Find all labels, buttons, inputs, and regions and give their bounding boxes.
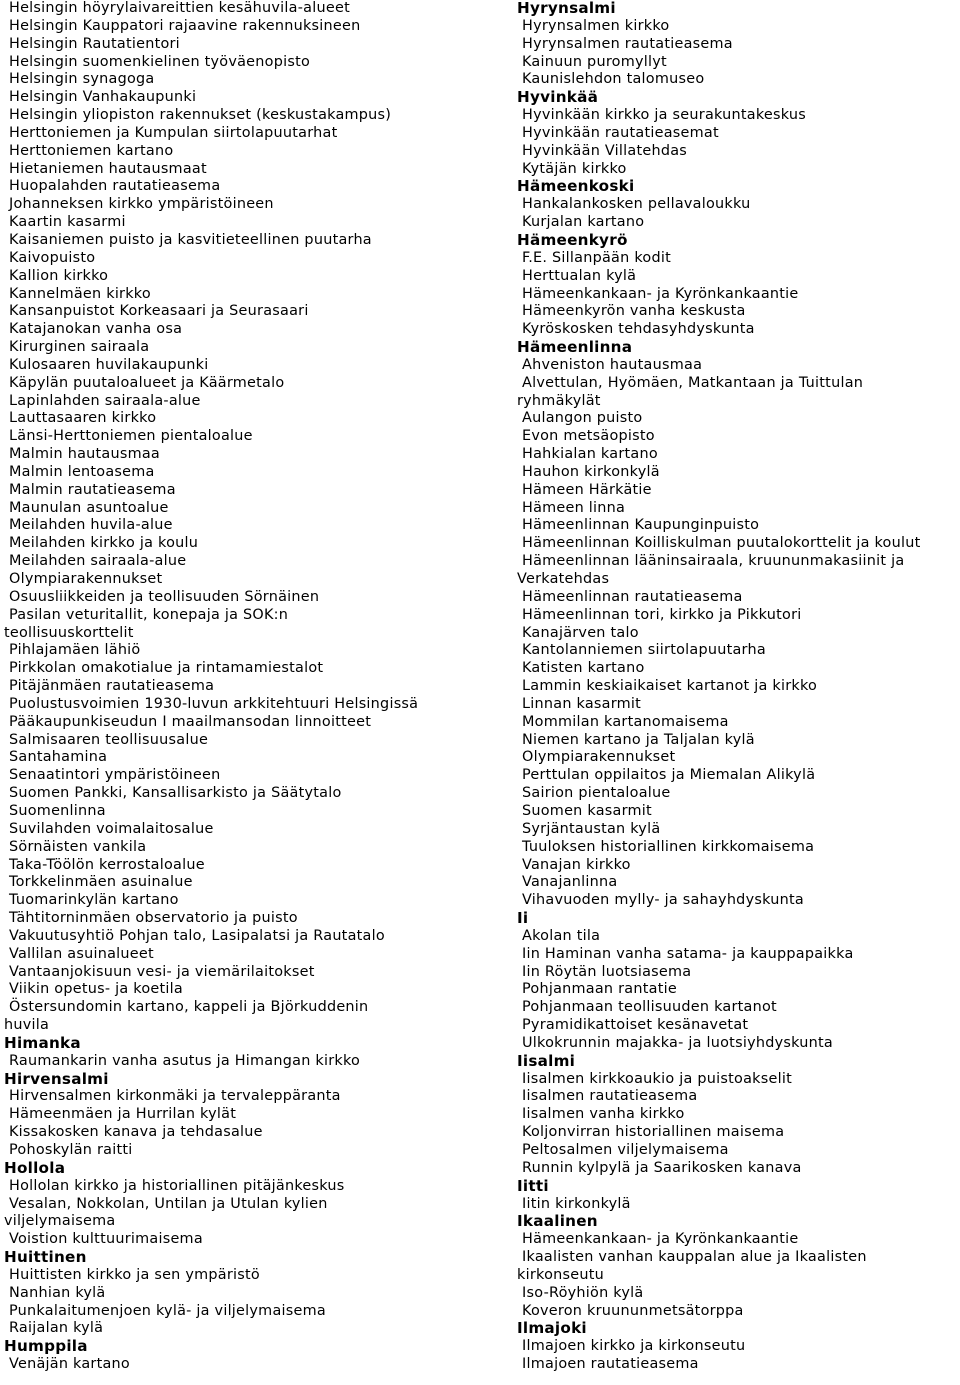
list-item: Koljonvirran historiallinen maisema bbox=[522, 1124, 785, 1141]
list-item: Kaisaniemen puisto ja kasvitieteellinen puutarha bbox=[9, 231, 372, 248]
municipality-heading: Hämeenkyrö bbox=[517, 230, 628, 249]
municipality-heading: Himanka bbox=[4, 1033, 81, 1052]
municipality-heading: Iisalmi bbox=[517, 1051, 576, 1070]
left-column bbox=[4, 0, 510, 1374]
list-item: Kurjalan kartano bbox=[522, 214, 645, 231]
list-item: Raumankarin vanha asutus ja Himangan kirkko bbox=[9, 1052, 361, 1069]
list-item: Kanajärven talo bbox=[522, 624, 639, 641]
municipality-heading: Ikaalinen bbox=[517, 1212, 598, 1231]
list-item: Pihlajamäen lähiö bbox=[9, 642, 141, 659]
list-item: Vanajanlinna bbox=[522, 874, 618, 891]
list-item: Puolustusvoimien 1930-luvun arkkitehtuuri Helsingissä bbox=[9, 695, 419, 712]
list-item: Meilahden sairaala-alue bbox=[9, 553, 187, 570]
list-item: Hämeenlinnan tori, kirkko ja Pikkutori bbox=[522, 606, 802, 623]
list-item: Tuomarinkylän kartano bbox=[9, 892, 179, 909]
list-item: Runnin kylpylä ja Saarikosken kanava bbox=[522, 1159, 802, 1176]
list-item: Helsingin Vanhakaupunki bbox=[9, 89, 197, 106]
list-item: Mommilan kartanomaisema bbox=[522, 713, 729, 730]
list-item: Raijalan kylä bbox=[9, 1320, 104, 1337]
list-item: Hyrynsalmen rautatieasema bbox=[522, 35, 733, 52]
list-item: Hyvinkään rautatieasemat bbox=[522, 124, 719, 141]
list-item: Iisalmen vanha kirkko bbox=[522, 1106, 685, 1123]
list-item: Vesalan, Nokkolan, Untilan ja Utulan kylien bbox=[9, 1195, 328, 1212]
municipality-heading: Ilmajoki bbox=[517, 1319, 587, 1338]
list-item: Hämeenkankaan- ja Kyrönkankaantie bbox=[522, 1231, 799, 1248]
municipality-heading: Hollola bbox=[4, 1158, 66, 1177]
list-item: Salmisaaren teollisuusalue bbox=[9, 731, 209, 748]
list-item: Koveron kruununmetsätorppa bbox=[522, 1302, 744, 1319]
list-item: Malmin lentoasema bbox=[9, 463, 155, 480]
list-item: Hämeenlinnan rautatieasema bbox=[522, 588, 743, 605]
list-item: Olympiarakennukset bbox=[9, 571, 163, 587]
list-item: Lammin keskiaikaiset kartanot ja kirkko bbox=[522, 678, 818, 695]
list-item-continuation: ryhmäkylät bbox=[517, 392, 601, 409]
list-item: Iin Haminan vanha satama- ja kauppapaikka bbox=[522, 945, 854, 962]
list-item: Helsingin yliopiston rakennukset (keskustakampus) bbox=[9, 107, 392, 124]
list-item: Huittisten kirkko ja sen ympäristö bbox=[9, 1266, 260, 1283]
list-item: Hyvinkään kirkko ja seurakuntakeskus bbox=[522, 107, 807, 124]
list-item: Pirkkolan omakotialue ja rintamamiestalot bbox=[9, 660, 324, 677]
list-item: Pohoskylän raitti bbox=[9, 1142, 133, 1158]
list-item: F.E. Sillanpään kodit bbox=[522, 249, 671, 266]
list-item: Helsingin Rautatientori bbox=[9, 35, 180, 52]
list-item: Viikin opetus- ja koetila bbox=[9, 981, 183, 998]
list-item: Vihavuoden mylly- ja sahayhdyskunta bbox=[522, 892, 804, 909]
list-item: Hämeenlinnan lääninsairaala, kruununmakasiinit ja bbox=[522, 553, 905, 570]
right-column bbox=[517, 0, 960, 1374]
list-item: Venäjän kartano bbox=[9, 1356, 130, 1373]
list-item: Punkalaitumenjoen kylä- ja viljelymaisema bbox=[9, 1302, 326, 1319]
list-item: Helsingin suomenkielinen työväenopisto bbox=[9, 53, 311, 70]
list-item: Hyrynsalmen kirkko bbox=[522, 17, 670, 34]
list-item: Peltosalmen viljelymaisema bbox=[522, 1142, 729, 1158]
list-item: Vantaanjokisuun vesi- ja viemärilaitokset bbox=[9, 963, 315, 980]
list-item: Sörnäisten vankila bbox=[9, 838, 147, 855]
list-item: Käpylän puutaloalueet ja Käärmetalo bbox=[9, 374, 285, 391]
list-item: Hämeenlinnan Koilliskulman puutalokorttelit ja koulut bbox=[522, 535, 921, 552]
list-item: Iisalmen rautatieasema bbox=[522, 1088, 698, 1105]
list-item: Osuusliikkeiden ja teollisuuden Sörnäinen bbox=[9, 588, 320, 605]
list-item: Herttoniemen ja Kumpulan siirtolapuutarhat bbox=[9, 124, 338, 141]
list-item: Syrjäntaustan kylä bbox=[522, 820, 661, 837]
list-item: Katajanokan vanha osa bbox=[9, 321, 183, 338]
list-item: Hankalankosken pellavaloukku bbox=[522, 196, 751, 213]
list-item: Pyramidikattoiset kesänavetat bbox=[522, 1017, 749, 1034]
list-item: Taka-Töölön kerrostaloalue bbox=[9, 856, 205, 873]
list-item: Alvettulan, Hyömäen, Matkantaan ja Tuittulan bbox=[522, 374, 864, 391]
list-item: Tuuloksen historiallinen kirkkomaisema bbox=[522, 838, 815, 855]
list-item: Perttulan oppilaitos ja Miemalan Alikylä bbox=[522, 767, 816, 784]
list-item: Herttoniemen kartano bbox=[9, 142, 174, 159]
list-item: Ulkokrunnin majakka- ja luotsiyhdyskunta bbox=[522, 1034, 833, 1051]
list-item: Johanneksen kirkko ympäristöineen bbox=[9, 196, 274, 213]
list-item: Iso-Röyhiön kylä bbox=[522, 1284, 644, 1301]
list-item: Olympiarakennukset bbox=[522, 749, 676, 766]
list-item: Voistion kulttuurimaisema bbox=[9, 1231, 203, 1248]
municipality-heading: Huittinen bbox=[4, 1248, 87, 1267]
list-item: Suomenlinna bbox=[9, 802, 106, 819]
list-item: Lauttasaaren kirkko bbox=[9, 410, 157, 427]
list-item-continuation: viljelymaisema bbox=[4, 1213, 116, 1230]
list-item: Hietaniemen hautausmaat bbox=[9, 160, 207, 177]
list-item: Kissakosken kanava ja tehdasalue bbox=[9, 1124, 263, 1141]
list-item: Hämeenkyrön vanha keskusta bbox=[522, 303, 746, 320]
list-item: Kaivopuisto bbox=[9, 249, 96, 266]
municipality-heading: Ii bbox=[517, 909, 529, 928]
list-item: Hämeenkankaan- ja Kyrönkankaantie bbox=[522, 285, 799, 302]
municipality-heading: Hirvensalmi bbox=[4, 1069, 109, 1088]
list-item: Hahkialan kartano bbox=[522, 446, 658, 463]
list-item: Torkkelinmäen asuinalue bbox=[9, 874, 193, 891]
list-item: Ikaalisten vanhan kauppalan alue ja Ikaalisten bbox=[522, 1249, 867, 1266]
municipality-heading: Hämeenlinna bbox=[517, 338, 633, 357]
list-item: Linnan kasarmit bbox=[522, 695, 642, 712]
list-item: Herttualan kylä bbox=[522, 267, 637, 284]
list-item: Pohjanmaan teollisuuden kartanot bbox=[522, 999, 777, 1016]
list-item: Helsingin Kauppatori rajaavine rakennuksineen bbox=[9, 17, 361, 34]
list-item: Kulosaaren huvilakaupunki bbox=[9, 356, 209, 373]
list-item: Pääkaupunkiseudun I maailmansodan linnoitteet bbox=[9, 713, 372, 730]
list-item: Niemen kartano ja Taljalan kylä bbox=[522, 731, 755, 748]
list-item: Östersundomin kartano, kappeli ja Björkuddenin bbox=[9, 999, 369, 1016]
list-item: Suvilahden voimalaitosalue bbox=[9, 820, 214, 837]
list-item: Malmin hautausmaa bbox=[9, 446, 160, 463]
list-item: Ilmajoen kirkko ja kirkonseutu bbox=[522, 1338, 746, 1355]
list-item: Katisten kartano bbox=[522, 660, 645, 677]
list-item: Suomen Pankki, Kansallisarkisto ja Säätytalo bbox=[9, 785, 342, 802]
list-item: Pohjanmaan rantatie bbox=[522, 981, 677, 998]
list-item: Kantolanniemen siirtolapuutarha bbox=[522, 642, 766, 659]
list-item: Kirurginen sairaala bbox=[9, 339, 150, 356]
list-item: Hyvinkään Villatehdas bbox=[522, 142, 688, 159]
list-item: Iitin kirkonkylä bbox=[522, 1195, 631, 1212]
list-item: Kyröskosken tehdasyhdyskunta bbox=[522, 321, 755, 338]
list-item: Kannelmäen kirkko bbox=[9, 285, 151, 302]
list-item: Hirvensalmen kirkonmäki ja tervaleppäranta bbox=[9, 1088, 341, 1105]
list-item: Senaatintori ympäristöineen bbox=[9, 767, 221, 784]
list-item: Kallion kirkko bbox=[9, 267, 109, 284]
list-item-continuation: Verkatehdas bbox=[517, 571, 610, 587]
list-item: Länsi-Herttoniemen pientaloalue bbox=[9, 428, 253, 445]
list-item: Tähtitorninmäen observatorio ja puisto bbox=[9, 910, 298, 927]
list-item: Maunulan asuntoalue bbox=[9, 499, 169, 516]
list-item: Malmin rautatieasema bbox=[9, 481, 176, 498]
list-item: Helsingin höyrylaivareittien kesähuvila-alueet bbox=[9, 0, 350, 16]
list-item: Helsingin synagoga bbox=[9, 71, 155, 88]
list-item: Meilahden kirkko ja koulu bbox=[9, 535, 199, 552]
list-item: Kytäjän kirkko bbox=[522, 160, 627, 177]
list-item: Santahamina bbox=[9, 749, 108, 766]
list-item: Kaunislehdon talomuseo bbox=[522, 71, 705, 88]
list-item: Iisalmen kirkkoaukio ja puistoakselit bbox=[522, 1070, 792, 1087]
list-item: Vakuutusyhtiö Pohjan talo, Lasipalatsi ja Rautatalo bbox=[9, 927, 385, 944]
list-item: Hauhon kirkonkylä bbox=[522, 463, 660, 480]
list-item-continuation: kirkonseutu bbox=[517, 1266, 604, 1283]
list-item: Akolan tila bbox=[522, 927, 601, 944]
municipality-heading: Hyrynsalmi bbox=[517, 0, 616, 17]
list-item: Kainuun puromyllyt bbox=[522, 53, 667, 70]
list-item: Vanajan kirkko bbox=[522, 856, 631, 873]
list-item: Nanhian kylä bbox=[9, 1284, 106, 1301]
municipality-heading: Humppila bbox=[4, 1337, 88, 1356]
list-item: Ahveniston hautausmaa bbox=[522, 356, 703, 373]
list-item: Hollolan kirkko ja historiallinen pitäjänkeskus bbox=[9, 1177, 345, 1194]
municipality-heading: Hyvinkää bbox=[517, 88, 599, 107]
list-item: Iin Röytän luotsiasema bbox=[522, 963, 692, 980]
list-item: Vallilan asuinalueet bbox=[9, 945, 154, 962]
list-item: Aulangon puisto bbox=[522, 410, 643, 427]
list-item: Hämeen linna bbox=[522, 499, 626, 516]
municipality-heading: Hämeenkoski bbox=[517, 177, 635, 196]
list-item: Meilahden huvila-alue bbox=[9, 517, 173, 534]
list-item-continuation: teollisuuskorttelit bbox=[4, 624, 134, 641]
list-item: Suomen kasarmit bbox=[522, 802, 652, 819]
list-item: Sairion pientaloalue bbox=[522, 785, 671, 802]
list-item: Pitäjänmäen rautatieasema bbox=[9, 678, 215, 695]
list-item: Lapinlahden sairaala-alue bbox=[9, 392, 201, 409]
list-item: Kaartin kasarmi bbox=[9, 214, 126, 231]
municipality-heading: Iitti bbox=[517, 1176, 549, 1195]
list-item: Hämeen Härkätie bbox=[522, 481, 652, 498]
list-item-continuation: huvila bbox=[4, 1017, 50, 1034]
list-item: Pasilan veturitallit, konepaja ja SOK:n bbox=[9, 606, 289, 623]
list-item: Huopalahden rautatieasema bbox=[9, 178, 221, 195]
list-item: Kansanpuistot Korkeasaari ja Seurasaari bbox=[9, 303, 309, 320]
list-item: Ilmajoen rautatieasema bbox=[522, 1356, 699, 1373]
list-item: Hämeenmäen ja Hurrilan kylät bbox=[9, 1106, 237, 1123]
list-item: Hämeenlinnan Kaupunginpuisto bbox=[522, 517, 760, 534]
list-item: Evon metsäopisto bbox=[522, 428, 655, 445]
